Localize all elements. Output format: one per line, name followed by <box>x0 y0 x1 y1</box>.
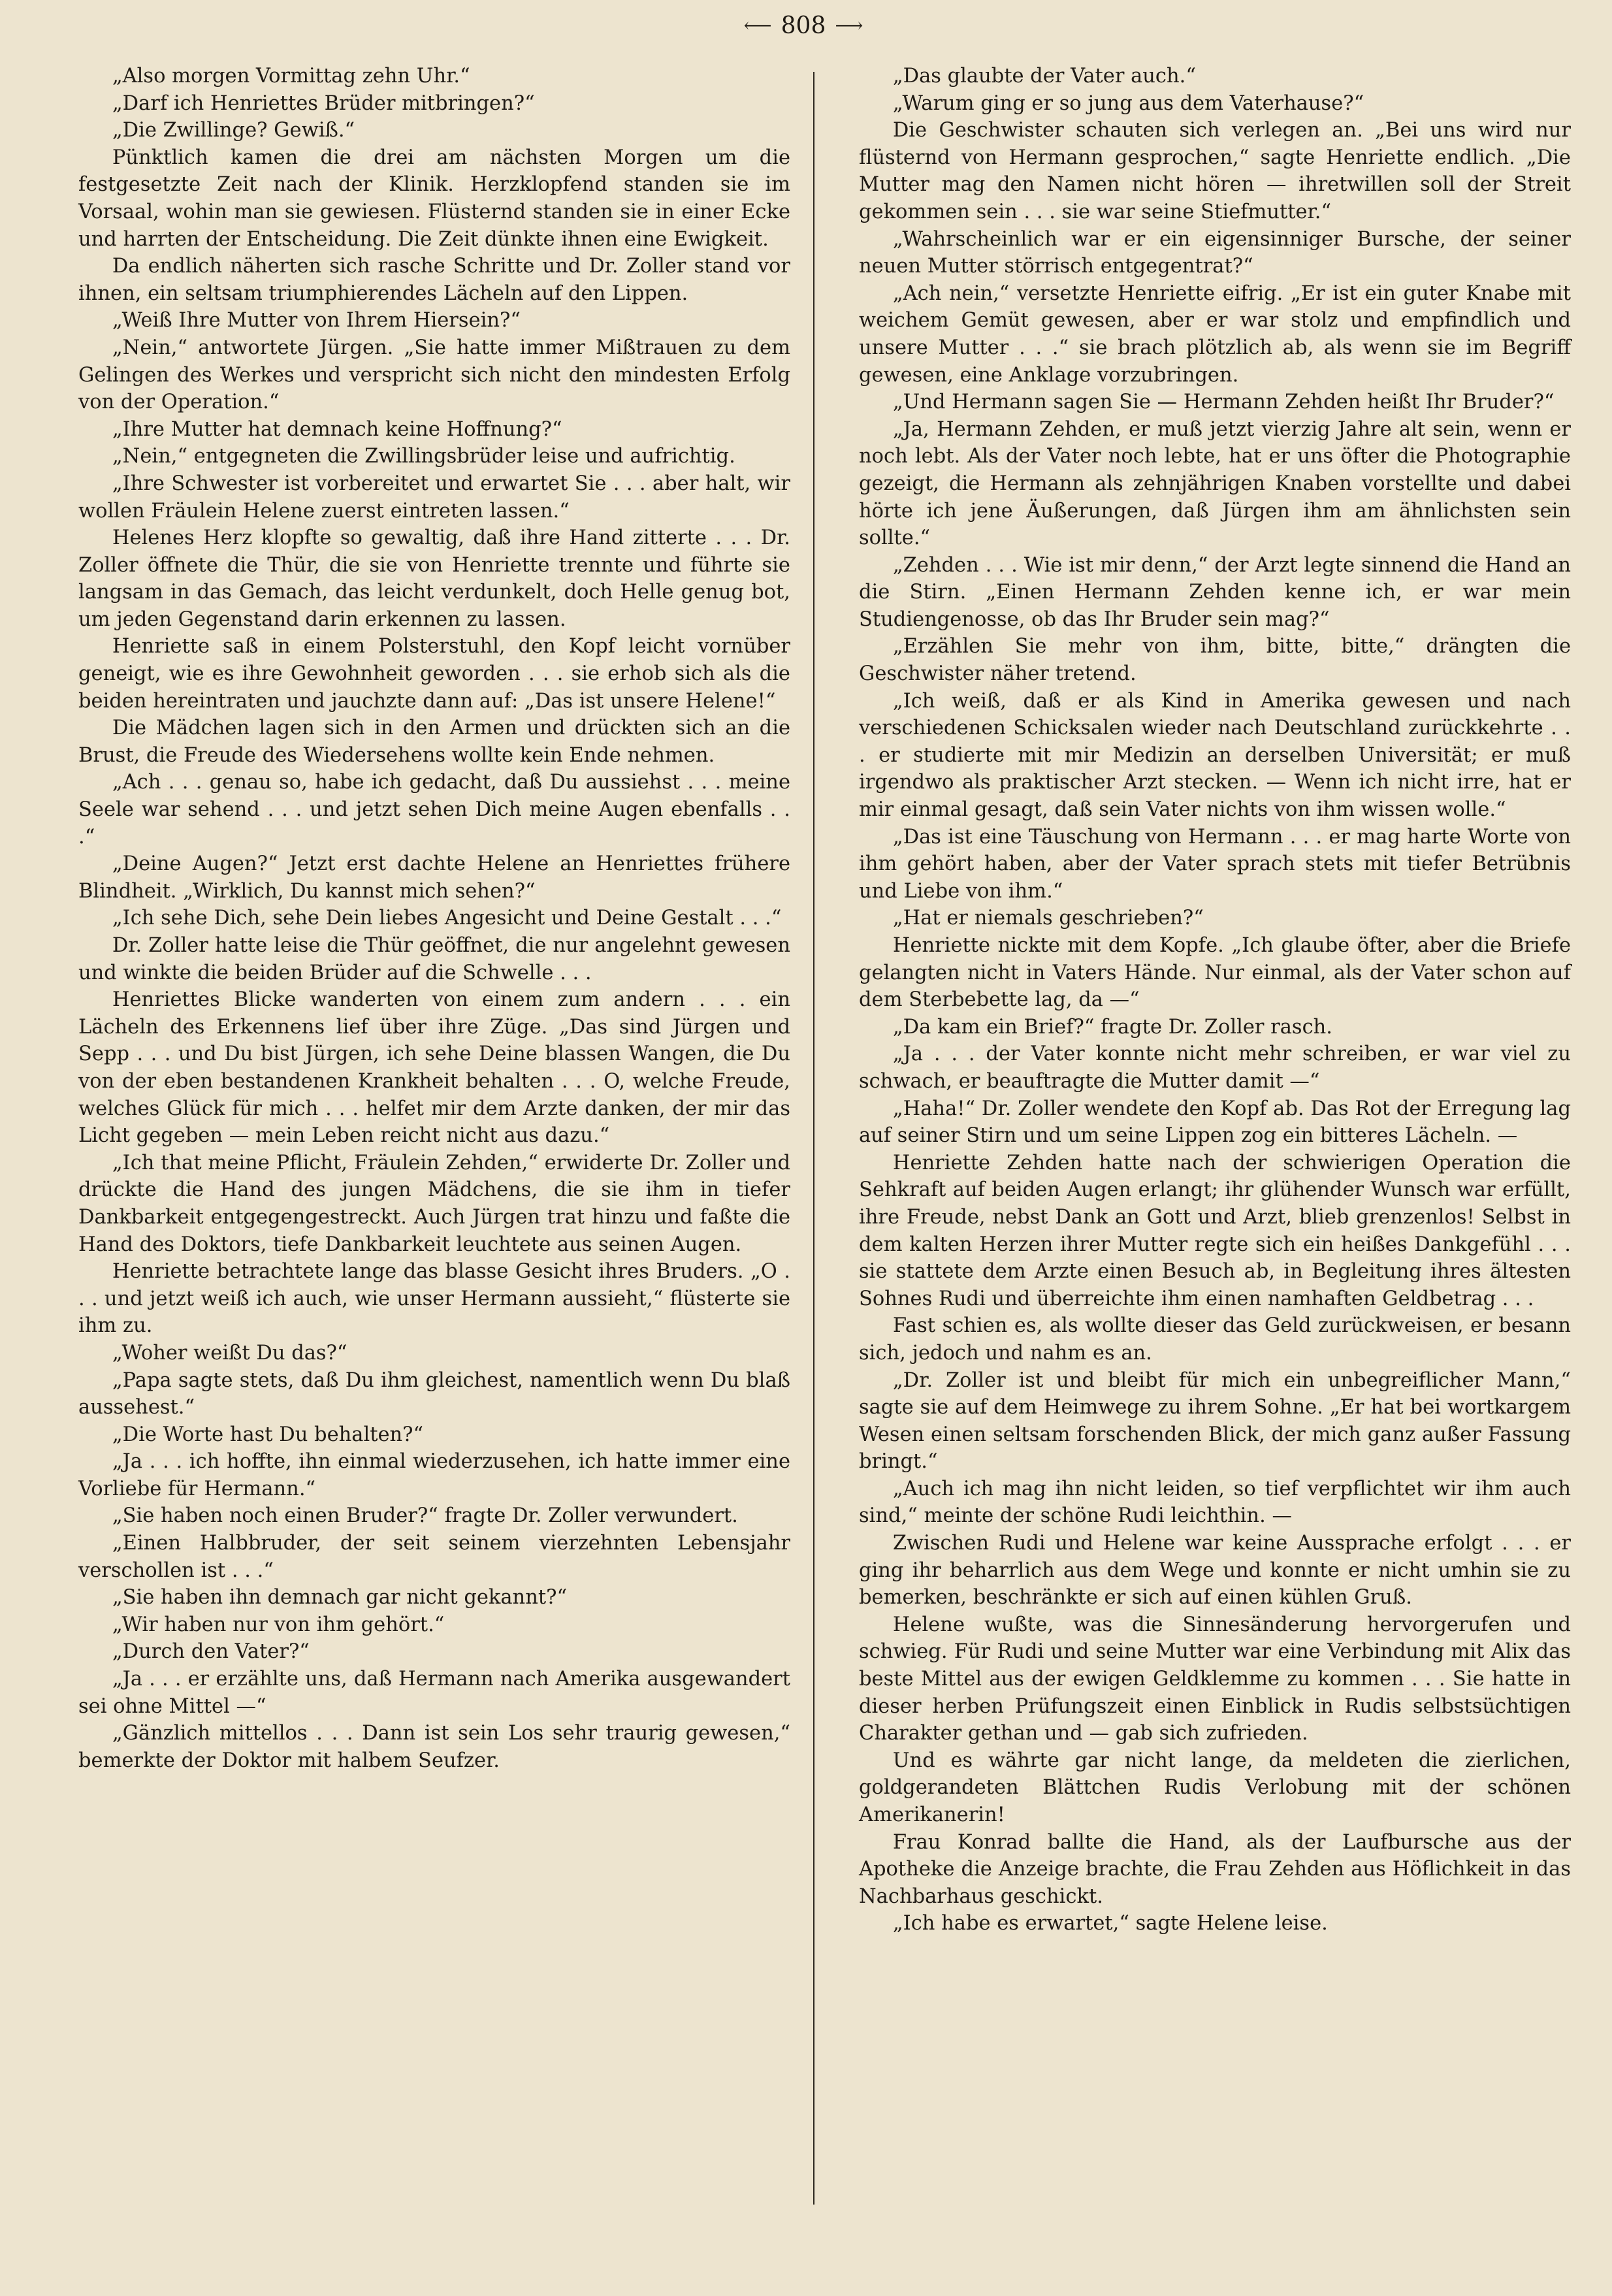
paragraph: „Deine Augen?“ Jetzt erst dachte Helene an Henriettes frühere Blindheit. „Wirklich, Du kannst mich sehen?“ <box>78 852 790 903</box>
paragraph: „Ach nein,“ versetzte Henriette eifrig. „Er ist ein guter Knabe mit weichem Gemüt gewesen, aber er war stolz und empfindlich und unsere Mutter . . .“ sie brach plötzlich ab, als wenn sie im Begriff gewesen, eine Anklage vorzubringen. <box>859 282 1571 387</box>
paragraph: „Wir haben nur von ihm gehört.“ <box>112 1613 445 1636</box>
paragraph: „Ich weiß, daß er als Kind in Amerika gewesen und nach verschiedenen Schicksalen wieder nach Deutschland zurückkehrte . . . er studierte mit mir Medizin an derselben Universität; er muß irgendwo als praktischer Arzt stecken. — Wenn ich nicht irre, hat er mir einmal gesagt, daß sein Vater nichts von ihm wissen wolle.“ <box>859 689 1571 822</box>
paragraph: Helene wußte, was die Sinnesänderung hervorgerufen und schwieg. Für Rudi und seine Mutter war eine Verbindung mit Alix das beste Mittel aus der ewigen Geldklemme zu kommen . . . Sie hatte in dieser herben Prüfungszeit einen Einblick in Rudis selbstsüchtigen Charakter gethan und — gab sich zufrieden. <box>859 1613 1571 1745</box>
paragraph: „Nein,“ entgegneten die Zwillingsbrüder leise und aufrichtig. <box>112 445 735 468</box>
paragraph: Zwischen Rudi und Helene war keine Aussprache erfolgt . . . er ging ihr beharrlich aus dem Wege und konnte er nicht umhin sie zu bemerken, beschränkte er sich auf einen kühlen Gruß. <box>859 1532 1571 1609</box>
paragraph: Henriette Zehden hatte nach der schwierigen Operation die Sehkraft auf beiden Augen erlangt; ihr glühender Wunsch war erfüllt, ihre Freude, nebst Dank an Gott und Arzt, blieb grenzenlos! Selbst in dem kalten Herzen ihrer Mutter regte sich ein heißes Dankgefühl . . . sie stattete dem Arzte einen Besuch ab, in Begleitung ihres ältesten Sohnes Rudi und überreichte ihm einen namhaften Geldbetrag . . . <box>859 1151 1571 1310</box>
paragraph: „Ich sehe Dich, sehe Dein liebes Angesicht und Deine Gestalt . . .“ <box>112 907 782 930</box>
paragraph: Die Mädchen lagen sich in den Armen und drückten sich an die Brust, die Freude des Wiedersehens wollte kein Ende nehmen. <box>78 717 790 767</box>
paragraph: „Da kam ein Brief?“ fragte Dr. Zoller rasch. <box>892 1015 1333 1039</box>
paragraph: „Durch den Vater?“ <box>112 1640 310 1664</box>
paragraph: „Die Zwillinge? Gewiß.“ <box>112 119 355 142</box>
paragraph: „Haha!“ Dr. Zoller wendete den Kopf ab. Das Rot der Erregung lag auf seiner Stirn und um seine Lippen zog ein bitteres Lächeln. — <box>859 1097 1571 1148</box>
paragraph: „Auch ich mag ihn nicht leiden, so tief verpflichtet wir ihm auch sind,“ meinte der schöne Rudi leichthin. — <box>859 1477 1571 1528</box>
left-column <box>78 63 790 1774</box>
ornament-left-icon: ⟵ <box>743 14 772 37</box>
paragraph: „Zehden . . . Wie ist mir denn,“ der Arzt legte sinnend die Hand an die Stirn. „Einen Hermann Zehden kenne ich, er war mein Studiengenosse, ob das Ihr Bruder sein mag?“ <box>859 553 1571 631</box>
page-number: 808 <box>781 12 826 39</box>
paragraph: „Ja . . . er erzählte uns, daß Hermann nach Amerika ausgewandert sei ohne Mittel —“ <box>78 1668 790 1718</box>
paragraph: Frau Konrad ballte die Hand, als der Laufbursche aus der Apotheke die Anzeige brachte, die Frau Zehden aus Höflichkeit in das Nachbarhaus geschickt. <box>859 1830 1571 1908</box>
paragraph: „Woher weißt Du das?“ <box>112 1341 347 1365</box>
paragraph: „Ich habe es erwartet,“ sagte Helene leise. <box>892 1912 1328 1935</box>
paragraph: „Gänzlich mittellos . . . Dann ist sein Los sehr traurig gewesen,“ bemerkte der Doktor mit halbem Seufzer. <box>78 1722 790 1772</box>
paragraph: „Erzählen Sie mehr von ihm, bitte, bitte,“ drängten die Geschwister näher tretend. <box>859 635 1571 686</box>
paragraph: Henriettes Blicke wanderten von einem zum andern . . . ein Lächeln des Erkennens lief über ihre Züge. „Das sind Jürgen und Sepp . . . und Du bist Jürgen, ich sehe Deine blassen Wangen, die Du von der eben bestandenen Krankheit behalten . . . O, welche Freude, welches Glück für mich . . . helfet mir dem Arzte danken, der mir das Licht gegeben — mein Leben reicht nicht aus dazu.“ <box>78 988 790 1148</box>
paragraph: Pünktlich kamen die drei am nächsten Morgen um die festgesetzte Zeit nach der Klinik. Herzklopfend standen sie im Vorsaal, wohin man sie gewiesen. Flüsternd standen sie in einer Ecke und harrten der Entscheidung. Die Zeit dünkte ihnen eine Ewigkeit. <box>78 146 790 251</box>
paragraph: Henriette nickte mit dem Kopfe. „Ich glaube öfter, aber die Briefe gelangten nicht in Vaters Hände. Nur einmal, als der Vater schon auf dem Sterbebette lag, da —“ <box>859 934 1571 1012</box>
paragraph: Helenes Herz klopfte so gewaltig, daß ihre Hand zitterte . . . Dr. Zoller öffnete die Thür, die sie von Henriette trennte und führte sie langsam in das Gemach, das leicht verdunkelt, doch Helle genug bot, um jeden Gegenstand darin erkennen zu lassen. <box>78 526 790 631</box>
paragraph: Da endlich näherten sich rasche Schritte und Dr. Zoller stand vor ihnen, ein seltsam triumphierendes Lächeln auf den Lippen. <box>78 255 790 305</box>
paragraph: „Hat er niemals geschrieben?“ <box>892 907 1204 930</box>
paragraph: „Wahrscheinlich war er ein eigensinniger Bursche, der seiner neuen Mutter störrisch entgegentrat?“ <box>859 227 1571 278</box>
paragraph: „Warum ging er so jung aus dem Vaterhause?“ <box>892 91 1364 115</box>
right-column <box>859 63 1571 1937</box>
paragraph: „Und Hermann sagen Sie — Hermann Zehden heißt Ihr Bruder?“ <box>892 391 1555 414</box>
paragraph: „Weiß Ihre Mutter von Ihrem Hiersein?“ <box>112 309 521 332</box>
paragraph: Fast schien es, als wollte dieser das Geld zurückweisen, er besann sich, jedoch und nahm es an. <box>859 1314 1571 1365</box>
paragraph: Die Geschwister schauten sich verlegen an. „Bei uns wird nur flüsternd von Hermann gesprochen,“ sagte Henriette endlich. „Die Mutter mag den Namen nicht hören — ihretwillen soll der Streit gekommen sein . . . sie war seine Stiefmutter.“ <box>859 119 1571 223</box>
paragraph: Henriette betrachtete lange das blasse Gesicht ihres Bruders. „O . . . und jetzt weiß ich auch, wie unser Hermann aussieht,“ flüsterte sie ihm zu. <box>78 1260 790 1338</box>
paragraph: „Ich that meine Pflicht, Fräulein Zehden,“ erwiderte Dr. Zoller und drückte die Hand des jungen Mädchens, die sie ihm in tiefer Dankbarkeit entgegengestreckt. Auch Jürgen trat hinzu und faßte die Hand des Doktors, tiefe Dankbarkeit leuchtete aus seinen Augen. <box>78 1151 790 1256</box>
paragraph: „Die Worte hast Du behalten?“ <box>112 1423 424 1446</box>
page-header <box>699 0 908 51</box>
paragraph: „Sie haben ihn demnach gar nicht gekannt?“ <box>112 1586 568 1609</box>
paragraph: „Nein,“ antwortete Jürgen. „Sie hatte immer Mißtrauen zu dem Gelingen des Werkes und verspricht sich nicht den mindesten Erfolg von der Operation.“ <box>78 336 790 414</box>
paragraph: Henriette saß in einem Polsterstuhl, den Kopf leicht vornüber geneigt, wie es ihre Gewohnheit geworden . . . sie erhob sich als die beiden hereintraten und jauchzte dann auf: „Das ist unsere Helene!“ <box>78 635 790 713</box>
paragraph: „Darf ich Henriettes Brüder mitbringen?“ <box>112 91 535 115</box>
paragraph: Und es währte gar nicht lange, da meldeten die zierlichen, goldgerandeten Blättchen Rudis Verlobung mit der schönen Amerikanerin! <box>859 1749 1571 1826</box>
paragraph: „Papa sagte stets, daß Du ihm gleichest, namentlich wenn Du blaß aussehest.“ <box>78 1368 790 1419</box>
paragraph: „Ja . . . ich hoffte, ihn einmal wiederzusehen, ich hatte immer eine Vorliebe für Hermann.“ <box>78 1450 790 1500</box>
column-divider <box>813 72 814 2205</box>
paragraph: „Das ist eine Täuschung von Hermann . . . er mag harte Worte von ihm gehört haben, aber der Vater sprach stets mit tiefer Betrübnis und Liebe von ihm.“ <box>859 825 1571 903</box>
paragraph: „Sie haben noch einen Bruder?“ fragte Dr. Zoller verwundert. <box>112 1504 738 1528</box>
paragraph: „Ach . . . genau so, habe ich gedacht, daß Du aussiehst . . . meine Seele war sehend . . . und jetzt sehen Dich meine Augen ebenfalls . . .“ <box>78 771 790 849</box>
paragraph: „Also morgen Vormittag zehn Uhr.“ <box>112 65 470 88</box>
ornament-right-icon: ⟶ <box>835 14 863 37</box>
paragraph: Dr. Zoller hatte leise die Thür geöffnet, die nur angelehnt gewesen und winkte die beiden Brüder auf die Schwelle . . . <box>78 934 790 984</box>
paragraph: „Einen Halbbruder, der seit seinem vierzehnten Lebensjahr verschollen ist . . .“ <box>78 1532 790 1582</box>
paragraph: „Ihre Mutter hat demnach keine Hoffnung?“ <box>112 417 562 441</box>
paragraph: „Ja, Hermann Zehden, er muß jetzt vierzig Jahre alt sein, wenn er noch lebt. Als der Vater noch lebte, hat er uns öfter die Photographie gezeigt, die Hermann als zehnjährigen Knaben vorstellte und dabei hörte ich jene Äußerungen, daß Jürgen ihm am ähnlichsten sein sollte.“ <box>859 417 1571 550</box>
paragraph: „Ja . . . der Vater konnte nicht mehr schreiben, er war viel zu schwach, er beauftragte die Mutter damit —“ <box>859 1043 1571 1093</box>
paragraph: „Das glaubte der Vater auch.“ <box>892 65 1196 88</box>
paragraph: „Ihre Schwester ist vorbereitet und erwartet Sie . . . aber halt, wir wollen Fräulein Helene zuerst eintreten lassen.“ <box>78 472 790 523</box>
paragraph: „Dr. Zoller ist und bleibt für mich ein unbegreiflicher Mann,“ sagte sie auf dem Heimwege zu ihrem Sohne. „Er hat bei wortkargem Wesen einen seltsam forschenden Blick, der mich ganz außer Fassung bringt.“ <box>859 1368 1571 1474</box>
